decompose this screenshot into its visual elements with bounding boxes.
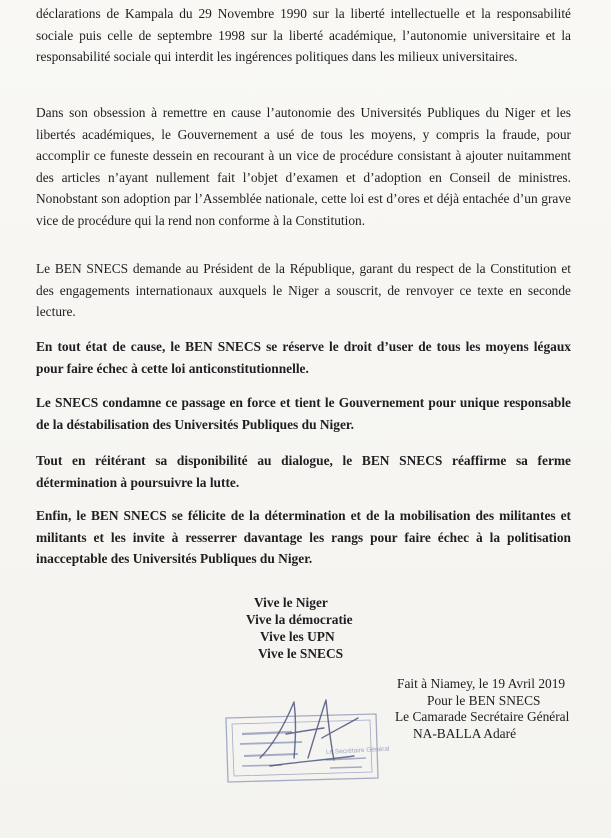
handwritten-signature [250, 688, 370, 778]
slogan-upn: Vive les UPN [260, 629, 335, 644]
closing-block [385, 676, 585, 742]
paragraph-condemnation: Le SNECS condamne ce passage en force et tient le Gouvernement pour unique responsable de la déstabilisation des Universités Publiques du Niger. [36, 395, 571, 432]
paragraph-kampala-declarations: déclarations de Kampala du 29 Novembre 1990 sur la liberté intellectuelle et la responsabilité sociale puis celle de septembre 1998 sur la liberté académique, l’autonomie universitaire et la responsabilité sociale qui interdit les ingérences politiques dans les milieux universitaires. [36, 6, 571, 64]
slogan-niger: Vive le Niger [254, 595, 328, 610]
paragraph-government-fraud: Dans son obsession à remettre en cause l’autonomie des Universités Publiques du Niger et les libertés académiques, le Gouvernement a usé de tous les moyens, y compris la fraude, pour accomplir ce funeste dessein en recourant à un vice de procédure consistant à ajouter nuitamment des articles n’ayant nullement fait l’objet d’examen et d’adoption en Conseil de ministres. Nonobstant son adoption par l’Assemblée nationale, cette loi est d’ores et déjà entachée d’un grave vice de procédure qui la rend non conforme à la Constitution. [36, 105, 571, 228]
signatory-name: NA-BALLA Adaré [413, 725, 517, 741]
signatory-role: Le Camarade Secrétaire Général [395, 709, 570, 724]
stamp-text: Le Secrétaire Général [325, 745, 390, 756]
paragraph-dialogue: Tout en réitérant sa disponibilité au dialogue, le BEN SNECS réaffirme sa ferme détermination à poursuivre la lutte. [36, 453, 571, 490]
slogan-democratie: Vive la démocratie [246, 612, 353, 627]
paragraph-president-request: Le BEN SNECS demande au Président de la République, garant du respect de la Constitution et des engagements internationaux auxquels le Niger a souscrit, de renvoyer ce texte en seconde lecture. [36, 261, 571, 319]
paragraph-legal-means: En tout état de cause, le BEN SNECS se réserve le droit d’user de tous les moyens légaux pour faire échec à cette loi anticonstitutionnelle. [36, 339, 571, 376]
slogans-block [246, 594, 376, 662]
slogan-snecs: Vive le SNECS [258, 646, 344, 661]
for-line: Pour le BEN SNECS [427, 692, 541, 708]
paragraph-mobilisation: Enfin, le BEN SNECS se félicite de la détermination et de la mobilisation des militantes et militants et les invite à resserrer davantage les rangs pour faire échec à la politisation inacceptable des Universités Publiques du Niger. [36, 508, 571, 566]
place-date: Fait à Niamey, le 19 Avril 2019 [397, 676, 566, 691]
